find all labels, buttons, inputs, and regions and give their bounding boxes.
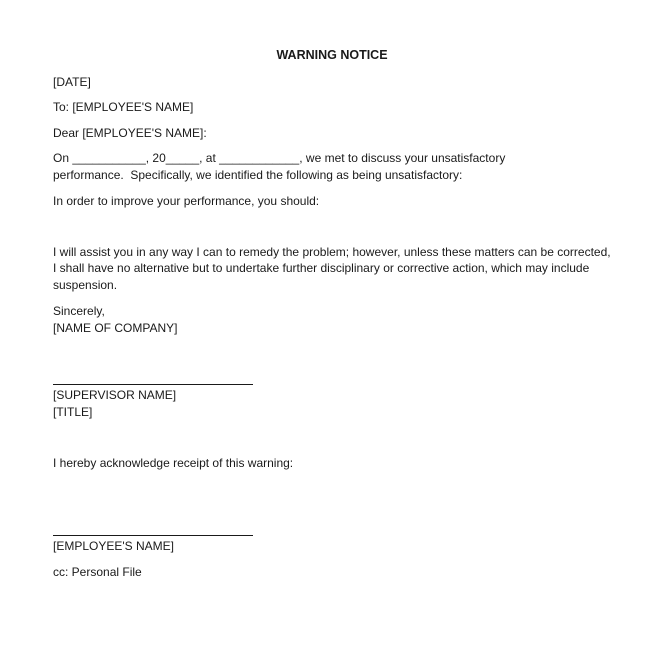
employee-signature-line: [53, 535, 253, 536]
assistance-paragraph-line-1: I will assist you in any way I can to remedy the problem; however, unless these matters can be corrected,: [53, 245, 611, 259]
acknowledgement-statement: I hereby acknowledge receipt of this warning:: [53, 456, 294, 470]
salutation: Dear [EMPLOYEE'S NAME]:: [53, 126, 207, 140]
assistance-paragraph-line-2: I shall have no alternative but to undertake further disciplinary or corrective action, which may include: [53, 261, 590, 275]
document-title: WARNING NOTICE: [276, 48, 388, 62]
company-name: [NAME OF COMPANY]: [53, 321, 178, 335]
assistance-paragraph-line-3: suspension.: [53, 278, 118, 292]
closing: Sincerely,: [53, 304, 105, 318]
meeting-paragraph-line-1: On ___________, 20_____, at ____________, we met to discuss your unsatisfactory: [53, 151, 506, 165]
cc-line: cc: Personal File: [53, 565, 142, 579]
date-placeholder: [DATE]: [53, 75, 91, 89]
recipient-line: To: [EMPLOYEE'S NAME]: [53, 100, 194, 114]
improvement-paragraph: In order to improve your performance, you should:: [53, 194, 320, 208]
supervisor-name: [SUPERVISOR NAME]: [53, 388, 177, 402]
employee-name: [EMPLOYEE'S NAME]: [53, 539, 174, 553]
supervisor-title: [TITLE]: [53, 405, 93, 419]
meeting-paragraph-line-2: performance. Specifically, we identified the following as being unsatisfactory:: [53, 168, 463, 182]
supervisor-signature-line: [53, 384, 253, 385]
